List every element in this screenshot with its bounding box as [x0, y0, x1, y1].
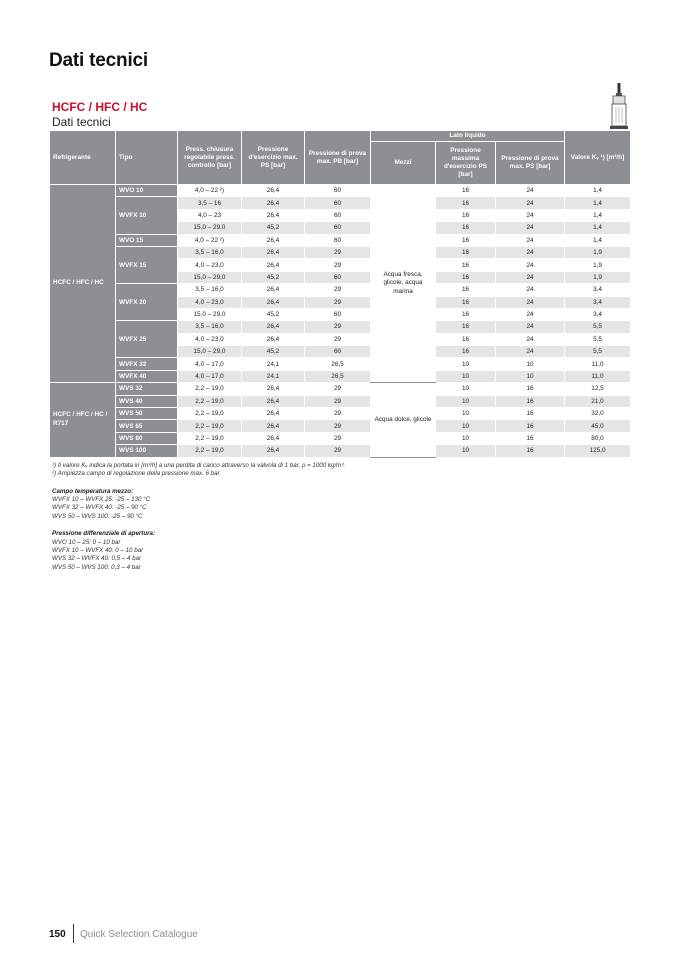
table-row [50, 246, 631, 258]
liquid-test-pressure-cell: 16 [496, 420, 565, 432]
technical-data-table [49, 130, 631, 458]
operating-pressure-cell: 26,4 [242, 185, 305, 197]
liquid-test-pressure-cell: 24 [496, 321, 565, 333]
liquid-test-pressure-cell: 24 [496, 259, 565, 271]
type-cell: WVFX 32 [116, 358, 178, 370]
type-cell: WVS 100 [116, 445, 178, 457]
kv-value-cell: 32,0 [565, 408, 631, 420]
kv-value-cell: 11,0 [565, 358, 631, 370]
header-closing-pressure: Press. chiusura regolabile press. controllo [bar] [178, 131, 242, 185]
liquid-max-pressure-cell: 16 [436, 185, 496, 197]
closing-pressure-cell: 4,0 – 23 [178, 209, 242, 221]
closing-pressure-cell: 15,0 – 29,0 [178, 271, 242, 283]
closing-pressure-cell: 4,0 – 23,0 [178, 333, 242, 345]
liquid-max-pressure-cell: 16 [436, 308, 496, 320]
closing-pressure-cell: 4,0 – 23,0 [178, 296, 242, 308]
closing-pressure-cell: 2,2 – 19,0 [178, 395, 242, 407]
liquid-test-pressure-cell: 24 [496, 271, 565, 283]
liquid-test-pressure-cell: 16 [496, 383, 565, 395]
liquid-max-pressure-cell: 10 [436, 383, 496, 395]
liquid-test-pressure-cell: 24 [496, 234, 565, 246]
liquid-test-pressure-cell: 24 [496, 346, 565, 358]
table-row [50, 185, 631, 197]
type-cell: WVFX 15 [116, 246, 178, 283]
kv-value-cell: 1,4 [565, 222, 631, 234]
liquid-max-pressure-cell: 10 [436, 420, 496, 432]
operating-pressure-cell: 26,4 [242, 432, 305, 444]
table-row [50, 197, 631, 209]
diff-pressure-title: Pressione differenziale di apertura: [52, 530, 156, 538]
closing-pressure-cell: 2,2 – 19,0 [178, 383, 242, 395]
table-row [50, 445, 631, 457]
kv-value-cell: 5,5 [565, 321, 631, 333]
footer-divider [73, 924, 74, 943]
test-pressure-cell: 26,5 [305, 358, 371, 370]
header-operating-pressure: Pressione d'esercizio max. PS [bar] [242, 131, 305, 185]
test-pressure-cell: 29 [305, 284, 371, 296]
operating-pressure-cell: 26,4 [242, 383, 305, 395]
header-test-pressure: Pressione di prova max. PB [bar] [305, 131, 371, 185]
header-refrigerant: Refrigerante [50, 131, 116, 185]
type-cell: WVS 65 [116, 420, 178, 432]
header-liquid-side: Lato liquido [371, 131, 565, 142]
type-cell: WVS 40 [116, 395, 178, 407]
type-cell: WVFX 20 [116, 284, 178, 321]
operating-pressure-cell: 26,4 [242, 445, 305, 457]
liquid-max-pressure-cell: 10 [436, 432, 496, 444]
liquid-test-pressure-cell: 24 [496, 246, 565, 258]
footnote-2: ²) Ampiezza campo di regolazione della pressione max. 6 bar. [52, 470, 222, 478]
table-row [50, 383, 631, 395]
test-pressure-cell: 60 [305, 222, 371, 234]
kv-value-cell: 5,5 [565, 346, 631, 358]
table-row [50, 395, 631, 407]
test-pressure-cell: 29 [305, 445, 371, 457]
test-pressure-cell: 29 [305, 259, 371, 271]
operating-pressure-cell: 26,4 [242, 395, 305, 407]
liquid-max-pressure-cell: 16 [436, 259, 496, 271]
liquid-max-pressure-cell: 16 [436, 222, 496, 234]
table-row [50, 358, 631, 370]
closing-pressure-cell: 3,5 – 16,0 [178, 246, 242, 258]
liquid-max-pressure-cell: 16 [436, 197, 496, 209]
test-pressure-cell: 60 [305, 271, 371, 283]
liquid-test-pressure-cell: 24 [496, 284, 565, 296]
operating-pressure-cell: 26,4 [242, 296, 305, 308]
closing-pressure-cell: 15,0 – 29,0 [178, 222, 242, 234]
test-pressure-cell: 60 [305, 185, 371, 197]
operating-pressure-cell: 45,2 [242, 308, 305, 320]
type-cell: WVO 15 [116, 234, 178, 246]
liquid-max-pressure-cell: 16 [436, 246, 496, 258]
liquid-max-pressure-cell: 16 [436, 209, 496, 221]
closing-pressure-cell: 3,5 – 16,0 [178, 321, 242, 333]
footnote-1: ¹) Il valore Kᵥ indica la portata in [m³/h] a una perdita di carico attraverso la valvola di 1 bar, ρ = 1000 kg/m³. [52, 462, 346, 469]
liquid-max-pressure-cell: 10 [436, 445, 496, 457]
liquid-max-pressure-cell: 16 [436, 321, 496, 333]
kv-value-cell: 1,4 [565, 185, 631, 197]
test-pressure-cell: 26,5 [305, 370, 371, 382]
kv-value-cell: 3,4 [565, 296, 631, 308]
table-row [50, 420, 631, 432]
kv-value-cell: 45,0 [565, 420, 631, 432]
liquid-max-pressure-cell: 16 [436, 284, 496, 296]
kv-value-cell: 12,5 [565, 383, 631, 395]
kv-value-cell: 1,9 [565, 271, 631, 283]
operating-pressure-cell: 26,4 [242, 197, 305, 209]
operating-pressure-cell: 45,2 [242, 271, 305, 283]
closing-pressure-cell: 2,2 – 19,0 [178, 420, 242, 432]
operating-pressure-cell: 26,4 [242, 333, 305, 345]
liquid-max-pressure-cell: 16 [436, 346, 496, 358]
liquid-test-pressure-cell: 16 [496, 395, 565, 407]
refrigerant-group-cell: HCFC / HFC / HC [50, 185, 116, 383]
diff-pressure-line: WVFX 10 – WVFX 40: 0 – 10 bar [52, 546, 144, 554]
closing-pressure-cell: 2,2 – 19,0 [178, 408, 242, 420]
test-pressure-cell: 29 [305, 246, 371, 258]
closing-pressure-cell: 3,5 – 16 [178, 197, 242, 209]
header-liquid-max-pressure: Pressione massima d'esercizio PS [bar] [436, 142, 496, 185]
page-title: Dati tecnici [49, 50, 148, 71]
diff-pressure-line: WVS 32 – WVFX 40: 0,5 – 4 bar [52, 555, 142, 563]
media-cell: Acqua fresca, glicole, acqua marina [371, 185, 436, 383]
kv-value-cell: 80,0 [565, 432, 631, 444]
refrigerant-group-cell: HCFC / HFC / HC / R717 [50, 383, 116, 457]
type-cell: WVFX 10 [116, 197, 178, 234]
table-row [50, 284, 631, 296]
kv-value-cell: 1,4 [565, 209, 631, 221]
closing-pressure-cell: 15,0 – 29,0 [178, 308, 242, 320]
liquid-test-pressure-cell: 24 [496, 333, 565, 345]
test-pressure-cell: 60 [305, 197, 371, 209]
test-pressure-cell: 29 [305, 333, 371, 345]
closing-pressure-cell: 4,0 – 22 ²) [178, 234, 242, 246]
test-pressure-cell: 60 [305, 234, 371, 246]
kv-value-cell: 11,0 [565, 370, 631, 382]
kv-value-cell: 21,0 [565, 395, 631, 407]
type-cell: WVS 50 [116, 408, 178, 420]
diff-pressure-line: WVO 10 – 25: 0 – 10 bar [52, 538, 121, 546]
liquid-test-pressure-cell: 10 [496, 358, 565, 370]
operating-pressure-cell: 26,4 [242, 246, 305, 258]
header-media: Mezzi [371, 142, 436, 185]
liquid-test-pressure-cell: 24 [496, 296, 565, 308]
test-pressure-cell: 29 [305, 383, 371, 395]
type-cell: WVFX 25 [116, 321, 178, 358]
liquid-test-pressure-cell: 16 [496, 432, 565, 444]
medium-temp-line: WVS 50 – WVS 100: -25 – 90 °C [52, 512, 143, 520]
media-cell: Acqua dolce, glicole [371, 383, 436, 457]
liquid-max-pressure-cell: 10 [436, 395, 496, 407]
medium-temp-line: WVFX 32 – WVFX 40: -25 – 90 °C [52, 504, 147, 512]
table-row [50, 321, 631, 333]
operating-pressure-cell: 24,1 [242, 358, 305, 370]
test-pressure-cell: 29 [305, 408, 371, 420]
operating-pressure-cell: 26,4 [242, 420, 305, 432]
closing-pressure-cell: 4,0 – 22 ²) [178, 185, 242, 197]
table-row [50, 234, 631, 246]
kv-value-cell: 1,9 [565, 259, 631, 271]
test-pressure-cell: 60 [305, 308, 371, 320]
test-pressure-cell: 29 [305, 432, 371, 444]
diff-pressure-line: WVS 50 – WVS 100: 0,3 – 4 bar [52, 563, 141, 571]
page-number: 150 [49, 929, 66, 940]
liquid-max-pressure-cell: 10 [436, 408, 496, 420]
liquid-test-pressure-cell: 24 [496, 308, 565, 320]
closing-pressure-cell: 15,0 – 29,0 [178, 346, 242, 358]
kv-value-cell: 3,4 [565, 308, 631, 320]
type-cell: WVFX 40 [116, 370, 178, 382]
kv-value-cell: 1,9 [565, 246, 631, 258]
liquid-test-pressure-cell: 24 [496, 209, 565, 221]
closing-pressure-cell: 4,0 – 23,0 [178, 259, 242, 271]
table-row [50, 370, 631, 382]
notes [52, 462, 612, 572]
closing-pressure-cell: 4,0 – 17,0 [178, 358, 242, 370]
section-subtitle: Dati tecnici [52, 115, 111, 129]
kv-value-cell: 125,0 [565, 445, 631, 457]
medium-temp-title: Campo temperatura mezzo: [52, 487, 134, 495]
header-type: Tipo [116, 131, 178, 185]
test-pressure-cell: 29 [305, 395, 371, 407]
operating-pressure-cell: 26,4 [242, 209, 305, 221]
liquid-max-pressure-cell: 10 [436, 370, 496, 382]
valve-icon [608, 83, 630, 129]
catalogue-name: Quick Selection Catalogue [80, 929, 198, 940]
operating-pressure-cell: 26,4 [242, 284, 305, 296]
test-pressure-cell: 60 [305, 209, 371, 221]
liquid-test-pressure-cell: 16 [496, 408, 565, 420]
operating-pressure-cell: 45,2 [242, 222, 305, 234]
operating-pressure-cell: 26,4 [242, 234, 305, 246]
type-cell: WVS 80 [116, 432, 178, 444]
table-row [50, 408, 631, 420]
closing-pressure-cell: 2,2 – 19,0 [178, 432, 242, 444]
closing-pressure-cell: 4,0 – 17,0 [178, 370, 242, 382]
test-pressure-cell: 29 [305, 420, 371, 432]
liquid-test-pressure-cell: 24 [496, 222, 565, 234]
operating-pressure-cell: 26,4 [242, 408, 305, 420]
section-title: HCFC / HFC / HC [52, 100, 148, 114]
liquid-max-pressure-cell: 10 [436, 358, 496, 370]
liquid-test-pressure-cell: 16 [496, 445, 565, 457]
liquid-max-pressure-cell: 16 [436, 271, 496, 283]
liquid-test-pressure-cell: 10 [496, 370, 565, 382]
table-row [50, 432, 631, 444]
type-cell: WVS 32 [116, 383, 178, 395]
liquid-test-pressure-cell: 24 [496, 185, 565, 197]
kv-value-cell: 1,4 [565, 197, 631, 209]
closing-pressure-cell: 2,2 – 19,0 [178, 445, 242, 457]
test-pressure-cell: 29 [305, 321, 371, 333]
operating-pressure-cell: 45,2 [242, 346, 305, 358]
operating-pressure-cell: 24,1 [242, 370, 305, 382]
liquid-test-pressure-cell: 24 [496, 197, 565, 209]
kv-value-cell: 5,5 [565, 333, 631, 345]
liquid-max-pressure-cell: 16 [436, 333, 496, 345]
header-kv-value: Valore Kᵥ ¹) [m³/h] [565, 131, 631, 185]
kv-value-cell: 3,4 [565, 284, 631, 296]
medium-temp-line: WVFX 10 – WVFX 25: -25 – 130 °C [52, 496, 151, 504]
type-cell: WVO 10 [116, 185, 178, 197]
liquid-max-pressure-cell: 16 [436, 296, 496, 308]
test-pressure-cell: 60 [305, 346, 371, 358]
liquid-max-pressure-cell: 16 [436, 234, 496, 246]
kv-value-cell: 1,4 [565, 234, 631, 246]
test-pressure-cell: 29 [305, 296, 371, 308]
operating-pressure-cell: 26,4 [242, 321, 305, 333]
closing-pressure-cell: 3,5 – 16,0 [178, 284, 242, 296]
header-liquid-test-pressure: Pressione di prova max. PS [bar] [496, 142, 565, 185]
operating-pressure-cell: 26,4 [242, 259, 305, 271]
